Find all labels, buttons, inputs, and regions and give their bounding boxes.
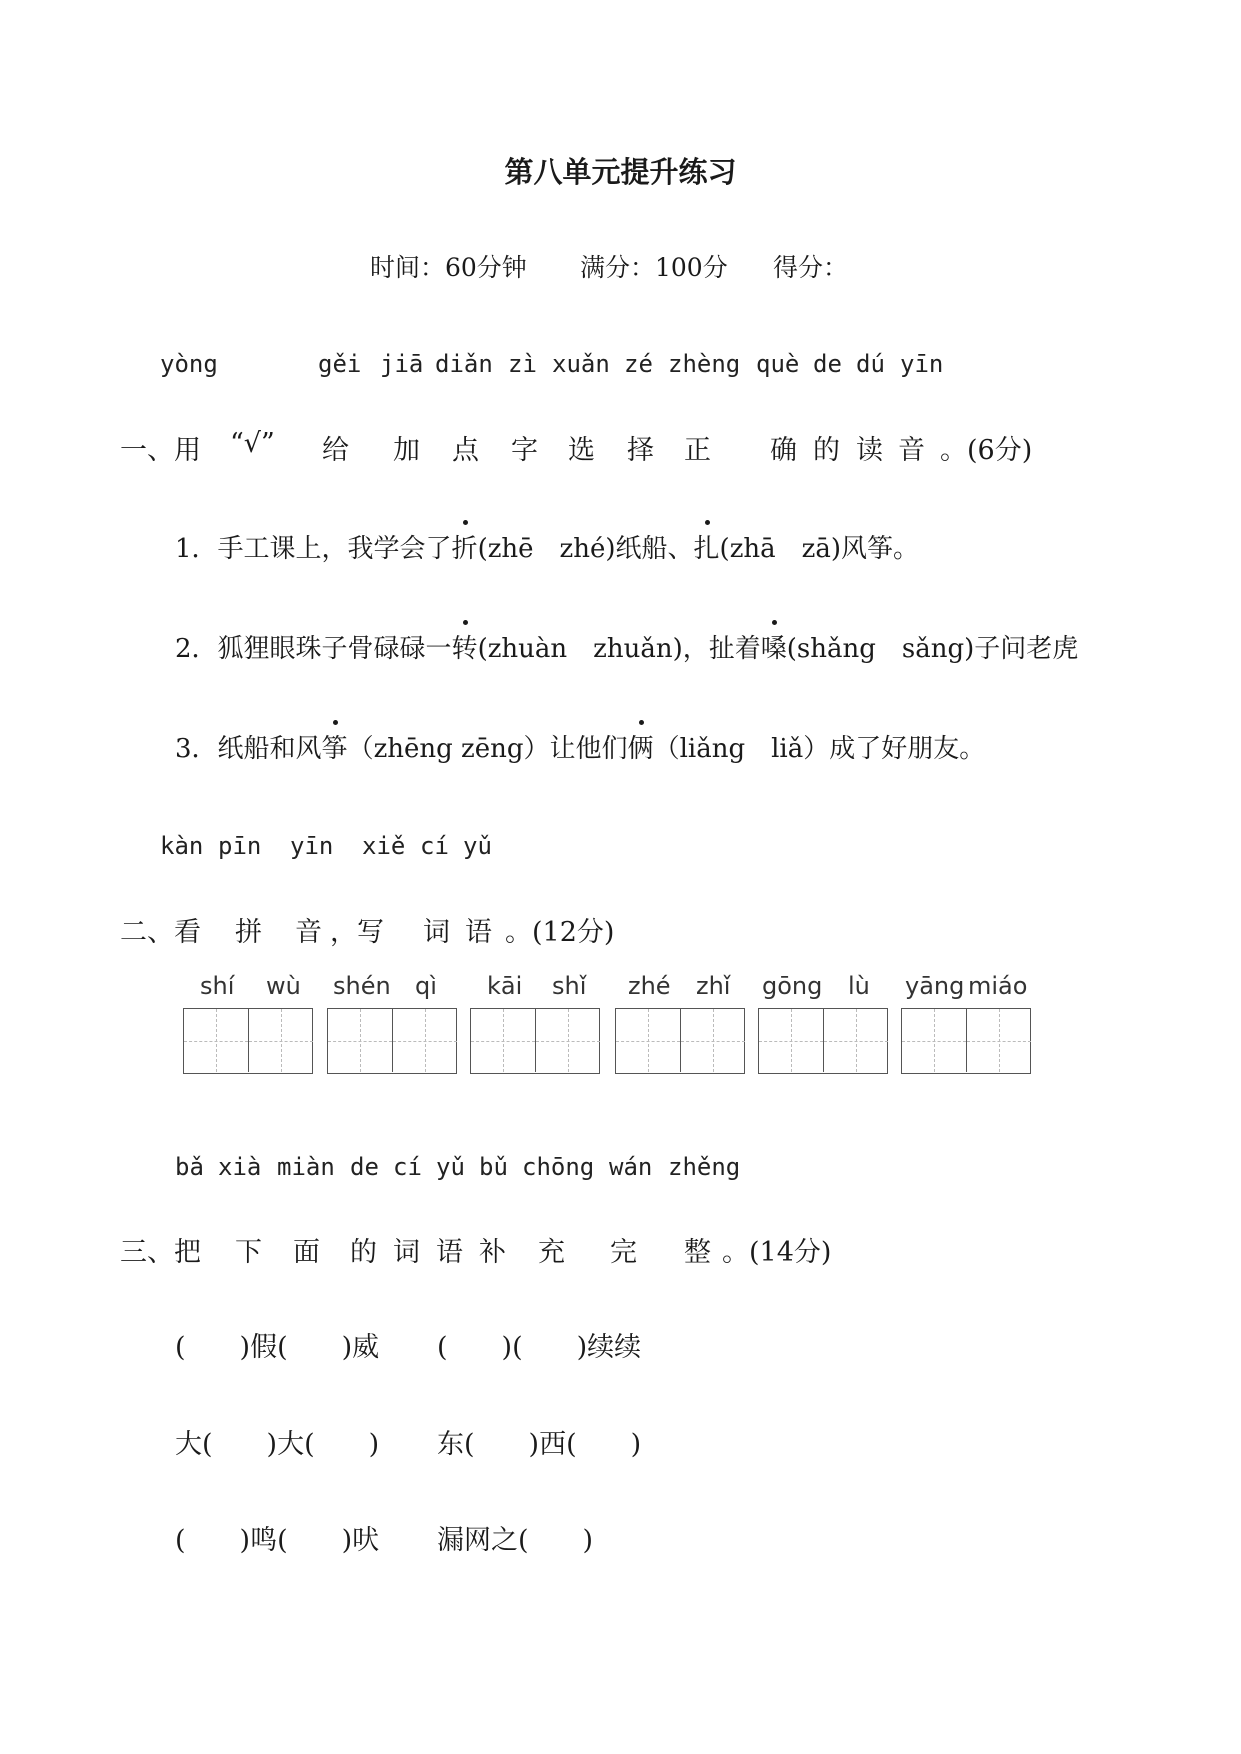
pinyin-ze: zé (624, 350, 653, 378)
writing-cell[interactable] (902, 1009, 966, 1072)
box-pinyin: wù (266, 972, 301, 1000)
dotted-char: 嗓 (761, 628, 787, 665)
q3-char: 面 (293, 1237, 320, 1268)
writing-box[interactable] (901, 1008, 1031, 1074)
writing-box[interactable] (327, 1008, 457, 1074)
q2-char: 拼 (235, 917, 262, 948)
pinyin-wan: wán (609, 1153, 653, 1181)
writing-cell[interactable] (535, 1009, 600, 1072)
q3-char: 三、把 (120, 1237, 201, 1268)
dotted-char: 筝 (322, 728, 348, 765)
q2-char: 词 (423, 917, 450, 948)
writing-cell[interactable] (248, 1009, 313, 1072)
writing-box[interactable] (183, 1008, 313, 1074)
pinyin-kan: kàn (160, 832, 204, 860)
pinyin-xia: xià (218, 1153, 262, 1181)
reading-options[interactable]: (zhā zā) (719, 534, 841, 564)
pinyin-du: dú (856, 350, 885, 378)
idiom-blank[interactable]: 漏网之( ) (437, 1525, 594, 1556)
pinyin-xuan: xuǎn (552, 350, 610, 378)
q1-char: 选 (568, 435, 595, 466)
dotted-char: 折 (452, 528, 478, 565)
pinyin-yin: yīn (290, 832, 334, 860)
pinyin-yu: yǔ (436, 1153, 465, 1181)
writing-cell[interactable] (616, 1009, 680, 1072)
pinyin-yin: yīn (900, 350, 944, 378)
item-text: 子问老虎 (974, 634, 1079, 664)
q1-char: 择 (627, 435, 654, 466)
exam-full-score: 满分：100分 (580, 253, 728, 282)
q3-char: 语 (436, 1237, 463, 1268)
pinyin-que: què (756, 350, 800, 378)
box-pinyin: kāi (487, 972, 523, 1000)
q2-char: 二、看 (120, 917, 201, 948)
pinyin-ci: cí (393, 1153, 422, 1181)
q1-item (175, 728, 985, 765)
box-pinyin: zhǐ (696, 972, 731, 1000)
pinyin-dian: diǎn (435, 350, 493, 378)
dotted-char: 转 (452, 628, 478, 665)
reading-options[interactable]: (shǎng sǎng) (786, 634, 975, 664)
pinyin-zheng: zhèng (668, 350, 741, 378)
writing-cell[interactable] (680, 1009, 745, 1072)
box-pinyin: shí (200, 972, 235, 1000)
pinyin-yu: yǔ (463, 832, 492, 860)
q1-item (175, 628, 1078, 665)
q2-char: ，写 (330, 917, 384, 948)
item-text: 2．狐狸眼珠子骨碌碌一 (175, 634, 452, 664)
box-pinyin: shén (333, 972, 391, 1000)
q1-char: 确 (770, 435, 797, 466)
box-pinyin: qì (415, 972, 437, 1000)
item-text: 风筝。 (840, 534, 919, 564)
box-pinyin: shǐ (552, 972, 587, 1000)
q1-char: 。(6分) (940, 435, 1033, 466)
writing-cell[interactable] (328, 1009, 392, 1072)
q3-char: 补 (479, 1237, 506, 1268)
idiom-blank[interactable]: 大( )大( ) (175, 1429, 380, 1460)
q1-char: 一、用 (120, 435, 201, 466)
exam-time: 时间：60分钟 (370, 253, 527, 282)
writing-cell[interactable] (184, 1009, 248, 1072)
writing-box[interactable] (470, 1008, 600, 1074)
box-pinyin: gōng (762, 972, 823, 1000)
q1-char: 给 (322, 435, 349, 466)
box-pinyin: yāng (905, 972, 965, 1000)
q3-char: 整 (684, 1237, 711, 1268)
writing-box[interactable] (615, 1008, 745, 1074)
q3-char: 的 (350, 1237, 377, 1268)
writing-cell[interactable] (392, 1009, 457, 1072)
item-text: 纸船、 (615, 534, 694, 564)
pinyin-zi: zì (508, 350, 537, 378)
item-text: 让他们 (549, 734, 628, 764)
q3-char: 词 (393, 1237, 420, 1268)
idiom-blank[interactable]: ( )( )续续 (437, 1332, 642, 1363)
pinyin-zheng: zhěng (668, 1153, 741, 1181)
q2-char: 。(12分) (505, 917, 615, 948)
idiom-blank[interactable]: ( )假( )威 (175, 1332, 380, 1363)
box-pinyin: zhé (628, 972, 671, 1000)
pinyin-ba: bǎ (175, 1153, 204, 1181)
q3-char: 下 (235, 1237, 262, 1268)
pinyin-jia: jiā (380, 350, 424, 378)
reading-options[interactable]: (zhē zhé) (477, 534, 616, 564)
dotted-char: 扎 (694, 528, 720, 565)
pinyin-de: de (350, 1153, 379, 1181)
page-title: 第八单元提升练习 (504, 155, 737, 189)
q1-char: “√” (230, 428, 275, 459)
q1-char: 正 (684, 435, 711, 466)
idiom-blank[interactable]: ( )鸣( )吠 (175, 1525, 380, 1556)
q1-char: 加 (393, 435, 420, 466)
reading-options[interactable]: (zhuàn zhuǎn)， (477, 634, 709, 664)
exam-score-label: 得分： (773, 253, 849, 282)
box-pinyin: lù (848, 972, 870, 1000)
q2-char: 语 (465, 917, 492, 948)
q1-item (175, 528, 919, 565)
q1-char: 字 (511, 435, 538, 466)
pinyin-mian: miàn (277, 1153, 335, 1181)
pinyin-gei: gěi (318, 350, 362, 378)
pinyin-yong: yòng (160, 350, 218, 378)
reading-options[interactable]: （liǎng liǎ） (653, 734, 830, 764)
pinyin-pin: pīn (218, 832, 262, 860)
writing-cell[interactable] (471, 1009, 535, 1072)
q1-char: 音 (898, 435, 925, 466)
q1-char: 读 (856, 435, 883, 466)
q3-char: 充 (538, 1237, 565, 1268)
pinyin-ci: cí (420, 832, 449, 860)
q3-char: 完 (610, 1237, 637, 1268)
item-text: 3．纸船和风 (175, 734, 322, 764)
pinyin-bu: bǔ (479, 1153, 508, 1181)
writing-cell[interactable] (823, 1009, 888, 1072)
box-pinyin: miáo (968, 972, 1028, 1000)
writing-box[interactable] (758, 1008, 888, 1074)
q1-char: 的 (813, 435, 840, 466)
pinyin-xie: xiě (362, 832, 406, 860)
writing-cell[interactable] (759, 1009, 823, 1072)
pinyin-chong: chōng (522, 1153, 595, 1181)
q2-char: 音 (295, 917, 322, 948)
q3-char: 。(14分) (722, 1237, 832, 1268)
item-text: 扯着 (708, 634, 761, 664)
pinyin-de: de (813, 350, 842, 378)
item-text: 1．手工课上，我学会了 (175, 534, 452, 564)
q1-char: 点 (452, 435, 479, 466)
item-text: 成了好朋友。 (829, 734, 986, 764)
writing-cell[interactable] (966, 1009, 1031, 1072)
dotted-char: 俩 (628, 728, 654, 765)
idiom-blank[interactable]: 东( )西( ) (437, 1429, 642, 1460)
reading-options[interactable]: （zhēng zēng） (347, 734, 550, 764)
